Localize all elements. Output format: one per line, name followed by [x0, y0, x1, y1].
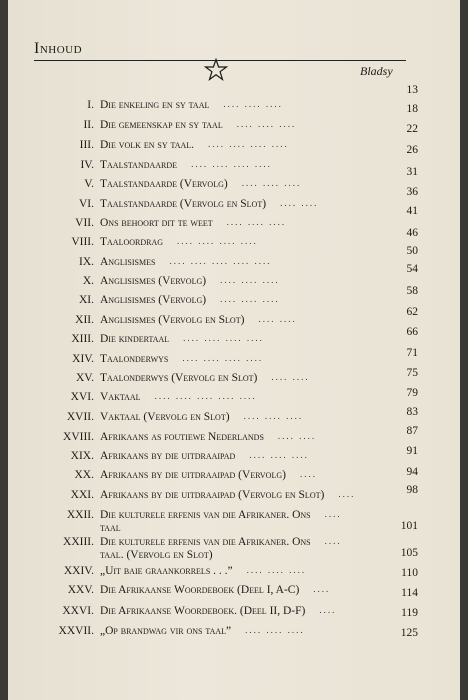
chapter-number: XXI.	[70, 489, 94, 501]
dot-leader: .... .... ....	[236, 119, 297, 129]
dot-leader: .... .... ....	[220, 294, 280, 304]
chapter-title: Die Afrikaanse Woordeboek (Deel I, A-C)	[100, 584, 300, 596]
toc-entry	[8, 370, 460, 388]
chapter-title: Vaktaal (Vervolg en Slot)	[100, 411, 230, 423]
chapter-title: „Uit baie graankorrels . . .”	[100, 565, 233, 577]
page-number: 79	[406, 387, 418, 399]
dot-leader: .... .... ....	[245, 625, 305, 635]
page-number: 18	[406, 103, 418, 115]
dot-leader: ....	[319, 605, 337, 615]
chapter-number: IX.	[78, 256, 94, 268]
chapter-number: XV.	[75, 372, 94, 384]
page-number: 22	[406, 123, 418, 135]
page-number: 36	[406, 186, 418, 198]
chapter-number: XXVI.	[62, 605, 94, 617]
chapter-number: III.	[79, 139, 94, 151]
toc-entry	[8, 196, 460, 214]
dot-leader: ....	[338, 489, 356, 499]
page-number: 58	[406, 285, 418, 297]
dot-leader: .... .... .... .... ....	[154, 391, 257, 401]
page-number: 119	[401, 607, 418, 619]
page-number: 62	[406, 306, 418, 318]
dot-leader: .... .... ....	[220, 275, 280, 285]
toc-entry	[8, 137, 460, 155]
toc-entry	[8, 292, 460, 310]
page-number: 50	[406, 245, 418, 257]
chapter-number: XXII.	[66, 509, 94, 521]
dot-leader: ....	[313, 584, 331, 594]
chapter-number: VII.	[75, 217, 94, 229]
chapter-title: Anglisismes (Vervolg)	[100, 275, 207, 287]
toc-entry	[8, 117, 460, 135]
page-number: 98	[406, 484, 418, 496]
chapter-title: Ons behoort dit te weet	[100, 217, 213, 229]
toc-entry	[8, 467, 460, 485]
chapter-title: Afrikaans by die uitdraaipad	[100, 450, 236, 462]
dot-leader: .... ....	[277, 431, 317, 441]
chapter-number: XI.	[78, 294, 94, 306]
toc-entry	[8, 582, 460, 600]
chapter-title: Taalstandaarde	[100, 159, 178, 171]
dot-leader: .... .... .... ....	[208, 139, 289, 149]
toc-entry	[8, 409, 460, 427]
chapter-title: „Op brandwag vir ons taal”	[100, 625, 232, 637]
page-number: 31	[406, 166, 418, 178]
dot-leader: .... .... .... ....	[177, 236, 258, 246]
chapter-title: Anglisismes (Vervolg)	[100, 294, 207, 306]
dot-leader: .... ....	[280, 198, 319, 208]
chapter-title: Anglisismes	[100, 256, 156, 268]
chapter-title: Vaktaal	[100, 391, 141, 403]
chapter-title: Die Afrikaanse Woordeboek. (Deel II, D-F)	[100, 605, 306, 617]
toc-entry	[8, 176, 460, 194]
chapter-number: XIII.	[71, 333, 94, 345]
dot-leader: .... .... .... ....	[183, 333, 264, 343]
first-page-number: 13	[406, 84, 418, 96]
chapter-number: XXVII.	[58, 625, 94, 637]
toc-entry	[8, 351, 460, 369]
dot-leader: .... .... ....	[226, 217, 287, 227]
toc-entry	[8, 273, 460, 291]
chapter-number: VIII.	[71, 236, 94, 248]
dot-leader: ....	[299, 469, 317, 479]
chapter-title: Die kulturele erfenis van die Afrikaner. Ons	[100, 509, 311, 521]
chapter-number: IV.	[80, 159, 94, 171]
dot-leader: ....	[324, 509, 342, 519]
chapter-number: XXIII.	[63, 536, 94, 548]
dot-leader: .... .... ....	[249, 450, 309, 460]
toc-entry	[8, 234, 460, 252]
toc-entry	[8, 215, 460, 233]
page-number: 54	[406, 263, 418, 275]
page-number: 46	[406, 227, 418, 239]
chapter-number: II.	[83, 119, 94, 131]
star-icon	[204, 58, 228, 82]
page-title: Inhoud	[34, 40, 83, 57]
toc-entry	[8, 448, 460, 466]
page-number: 41	[406, 205, 418, 217]
toc-entry	[8, 487, 460, 505]
chapter-number: XXIV.	[63, 565, 94, 577]
chapter-title: Afrikaans by die uitdraaipad (Vervolg)	[100, 469, 286, 481]
chapter-number: XVII.	[66, 411, 94, 423]
chapter-number: XVI.	[70, 391, 94, 403]
chapter-title: Taalonderwys	[100, 353, 169, 365]
chapter-number: X.	[82, 275, 94, 287]
chapter-title: Afrikaans by die uitdraaipad (Vervolg en Slot)	[100, 489, 325, 501]
dot-leader: ....	[324, 536, 342, 546]
chapter-number: XIX.	[70, 450, 94, 462]
chapter-title: Die gemeenskap en sy taal	[100, 119, 223, 131]
dot-leader: .... .... ....	[241, 178, 302, 188]
chapter-title: Taaloordrag	[100, 236, 164, 248]
chapter-number: V.	[84, 178, 94, 190]
page-number: 101	[400, 520, 418, 532]
chapter-number: XVIII.	[63, 431, 94, 443]
book-page	[8, 0, 460, 700]
chapter-title: Anglisismes (Vervolg en Slot)	[100, 314, 245, 326]
page-number: 87	[406, 425, 418, 437]
toc-entry	[8, 331, 460, 349]
toc-entry	[8, 97, 460, 115]
chapter-number: XX.	[74, 469, 94, 481]
toc-entry	[8, 254, 460, 272]
chapter-title: Die kulturele erfenis van die Afrikaner. Ons	[100, 536, 311, 548]
dot-leader: .... .... .... ....	[191, 159, 272, 169]
dot-leader: .... .... ....	[246, 565, 307, 575]
chapter-number: XXV.	[67, 584, 94, 596]
dot-leader: .... .... ....	[243, 411, 304, 421]
page-number: 94	[406, 466, 418, 478]
page-number: 26	[406, 144, 418, 156]
page-number: 66	[406, 326, 418, 338]
toc-entry	[8, 157, 460, 175]
chapter-title: Die kindertaal	[100, 333, 170, 345]
page-number: 83	[406, 406, 418, 418]
dot-leader: .... .... .... ....	[182, 353, 264, 363]
page-number: 110	[401, 567, 418, 579]
column-heading: Bladsy	[360, 64, 393, 78]
chapter-title: Taalstandaarde (Vervolg)	[100, 178, 228, 190]
chapter-title-continued: taal	[100, 522, 121, 534]
toc-entry	[8, 563, 460, 581]
toc-entry	[8, 389, 460, 407]
toc-entry	[8, 312, 460, 330]
chapter-title: Die enkeling en sy taal	[100, 99, 210, 111]
toc-entry	[8, 603, 460, 621]
page-number: 114	[401, 587, 418, 599]
chapter-title-continued: taal. (Vervolg en Slot)	[100, 549, 213, 561]
chapter-title: Taalonderwys (Vervolg en Slot)	[100, 372, 258, 384]
dot-leader: .... ....	[271, 372, 310, 382]
dot-leader: .... .... .... .... ....	[169, 256, 272, 266]
dot-leader: .... ....	[258, 314, 297, 324]
dot-leader: .... .... ....	[223, 99, 283, 109]
chapter-number: XIV.	[72, 353, 94, 365]
page-number: 125	[400, 627, 418, 639]
chapter-number: XII.	[75, 314, 94, 326]
chapter-number: I.	[87, 99, 94, 111]
toc-entry	[8, 623, 460, 641]
page-number: 75	[406, 367, 418, 379]
chapter-title: Afrikaans as foutiewe Nederlands	[100, 431, 264, 443]
chapter-title: Taalstandaarde (Vervolg en Slot)	[100, 198, 267, 210]
chapter-number: VI.	[78, 198, 94, 210]
page-number: 71	[406, 347, 418, 359]
page-number: 91	[406, 445, 418, 457]
chapter-title: Die volk en sy taal.	[100, 139, 195, 151]
page-number: 105	[400, 547, 418, 559]
toc-entry	[8, 429, 460, 447]
